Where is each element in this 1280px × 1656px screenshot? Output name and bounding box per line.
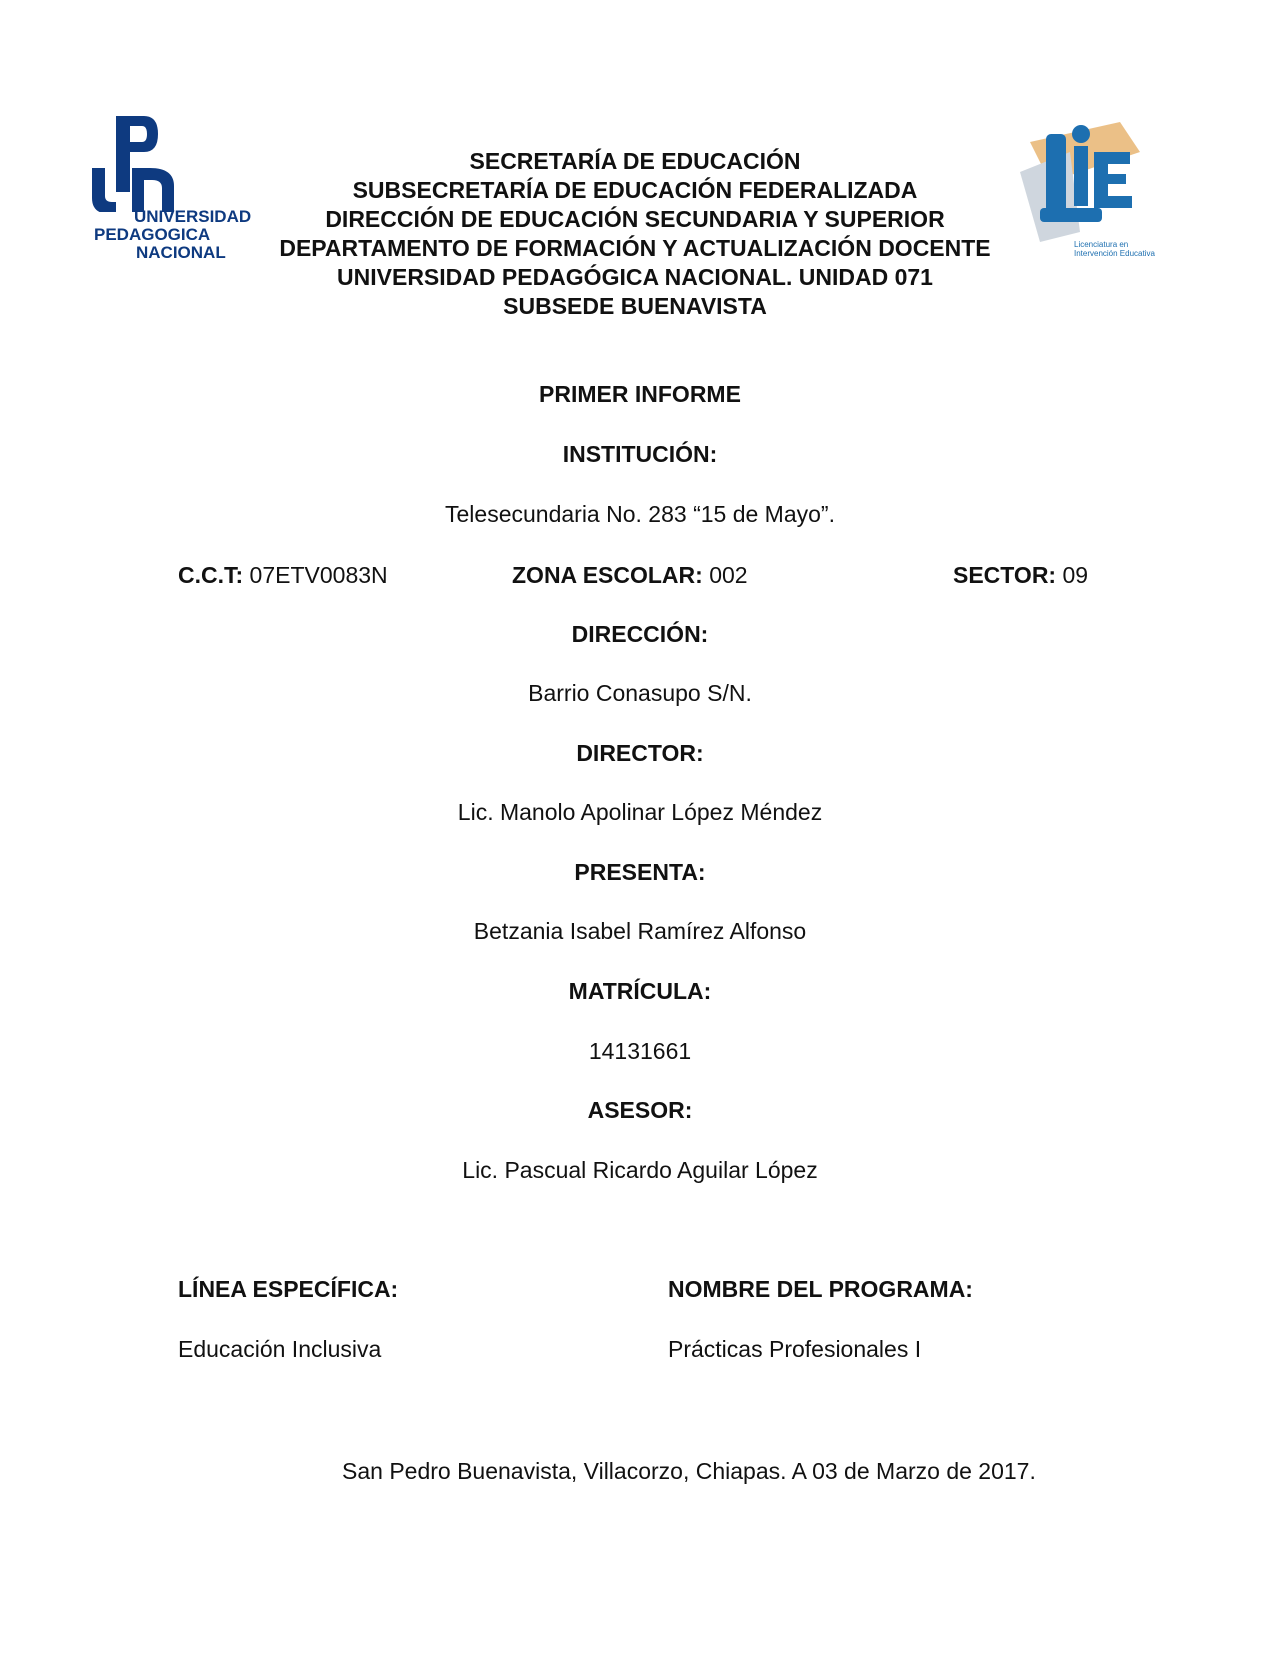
sector-field [953, 562, 1088, 589]
advisor-label: ASESOR: [587, 1097, 693, 1123]
address-label: DIRECCIÓN: [571, 621, 709, 647]
cct-value: 07ETV0083N [243, 562, 388, 588]
enrollment-value: 14131661 [588, 1038, 692, 1064]
sector-label: SECTOR: [953, 562, 1057, 588]
program-value: Prácticas Profesionales I [668, 1336, 922, 1362]
header-line-1: SECRETARÍA DE EDUCACIÓN [469, 148, 801, 174]
school-codes-row [178, 562, 1098, 592]
zone-label: ZONA ESCOLAR: [512, 562, 703, 588]
presenter-label: PRESENTA: [574, 859, 706, 885]
upn-logo: UNIVERSIDAD PEDAGOGICA NACIONAL [92, 112, 267, 262]
lie-logo-mark [1010, 112, 1170, 242]
director-value: Lic. Manolo Apolinar López Méndez [457, 799, 823, 825]
lie-logo [1010, 112, 1170, 272]
cct-label: C.C.T: [178, 562, 244, 588]
report-title: PRIMER INFORME [539, 381, 741, 407]
sector-value: 09 [1056, 562, 1089, 588]
header-line-6: SUBSEDE BUENAVISTA [503, 293, 767, 319]
lie-logo-caption: Licenciatura en Intervención Educativa [1074, 240, 1155, 258]
director-label: DIRECTOR: [576, 740, 704, 766]
header-line-2: SUBSECRETARÍA DE EDUCACIÓN FEDERALIZADA [352, 177, 918, 203]
address-value: Barrio Conasupo S/N. [528, 680, 752, 706]
line-label: LÍNEA ESPECÍFICA: [178, 1276, 399, 1302]
zone-value: 002 [702, 562, 748, 588]
institution-value: Telesecundaria No. 283 “15 de Mayo”. [445, 501, 835, 527]
advisor-value: Lic. Pascual Ricardo Aguilar López [462, 1157, 818, 1183]
header-line-3: DIRECCIÓN DE EDUCACIÓN SECUNDARIA Y SUPERIOR [325, 206, 945, 232]
enrollment-label: MATRÍCULA: [568, 978, 712, 1004]
header-line-4: DEPARTAMENTO DE FORMACIÓN Y ACTUALIZACIÓN DOCENTE [279, 235, 991, 261]
header-line-5: UNIVERSIDAD PEDAGÓGICA NACIONAL. UNIDAD 071 [337, 264, 933, 290]
zone-field [512, 562, 748, 589]
cct-field [178, 562, 388, 589]
place-and-date: San Pedro Buenavista, Villacorzo, Chiapas. A 03 de Marzo de 2017. [342, 1458, 1036, 1484]
institution-label: INSTITUCIÓN: [562, 441, 718, 467]
presenter-value: Betzania Isabel Ramírez Alfonso [473, 918, 807, 944]
institution-header [230, 147, 1040, 321]
line-value: Educación Inclusiva [178, 1336, 382, 1362]
program-label: NOMBRE DEL PROGRAMA: [668, 1276, 973, 1302]
